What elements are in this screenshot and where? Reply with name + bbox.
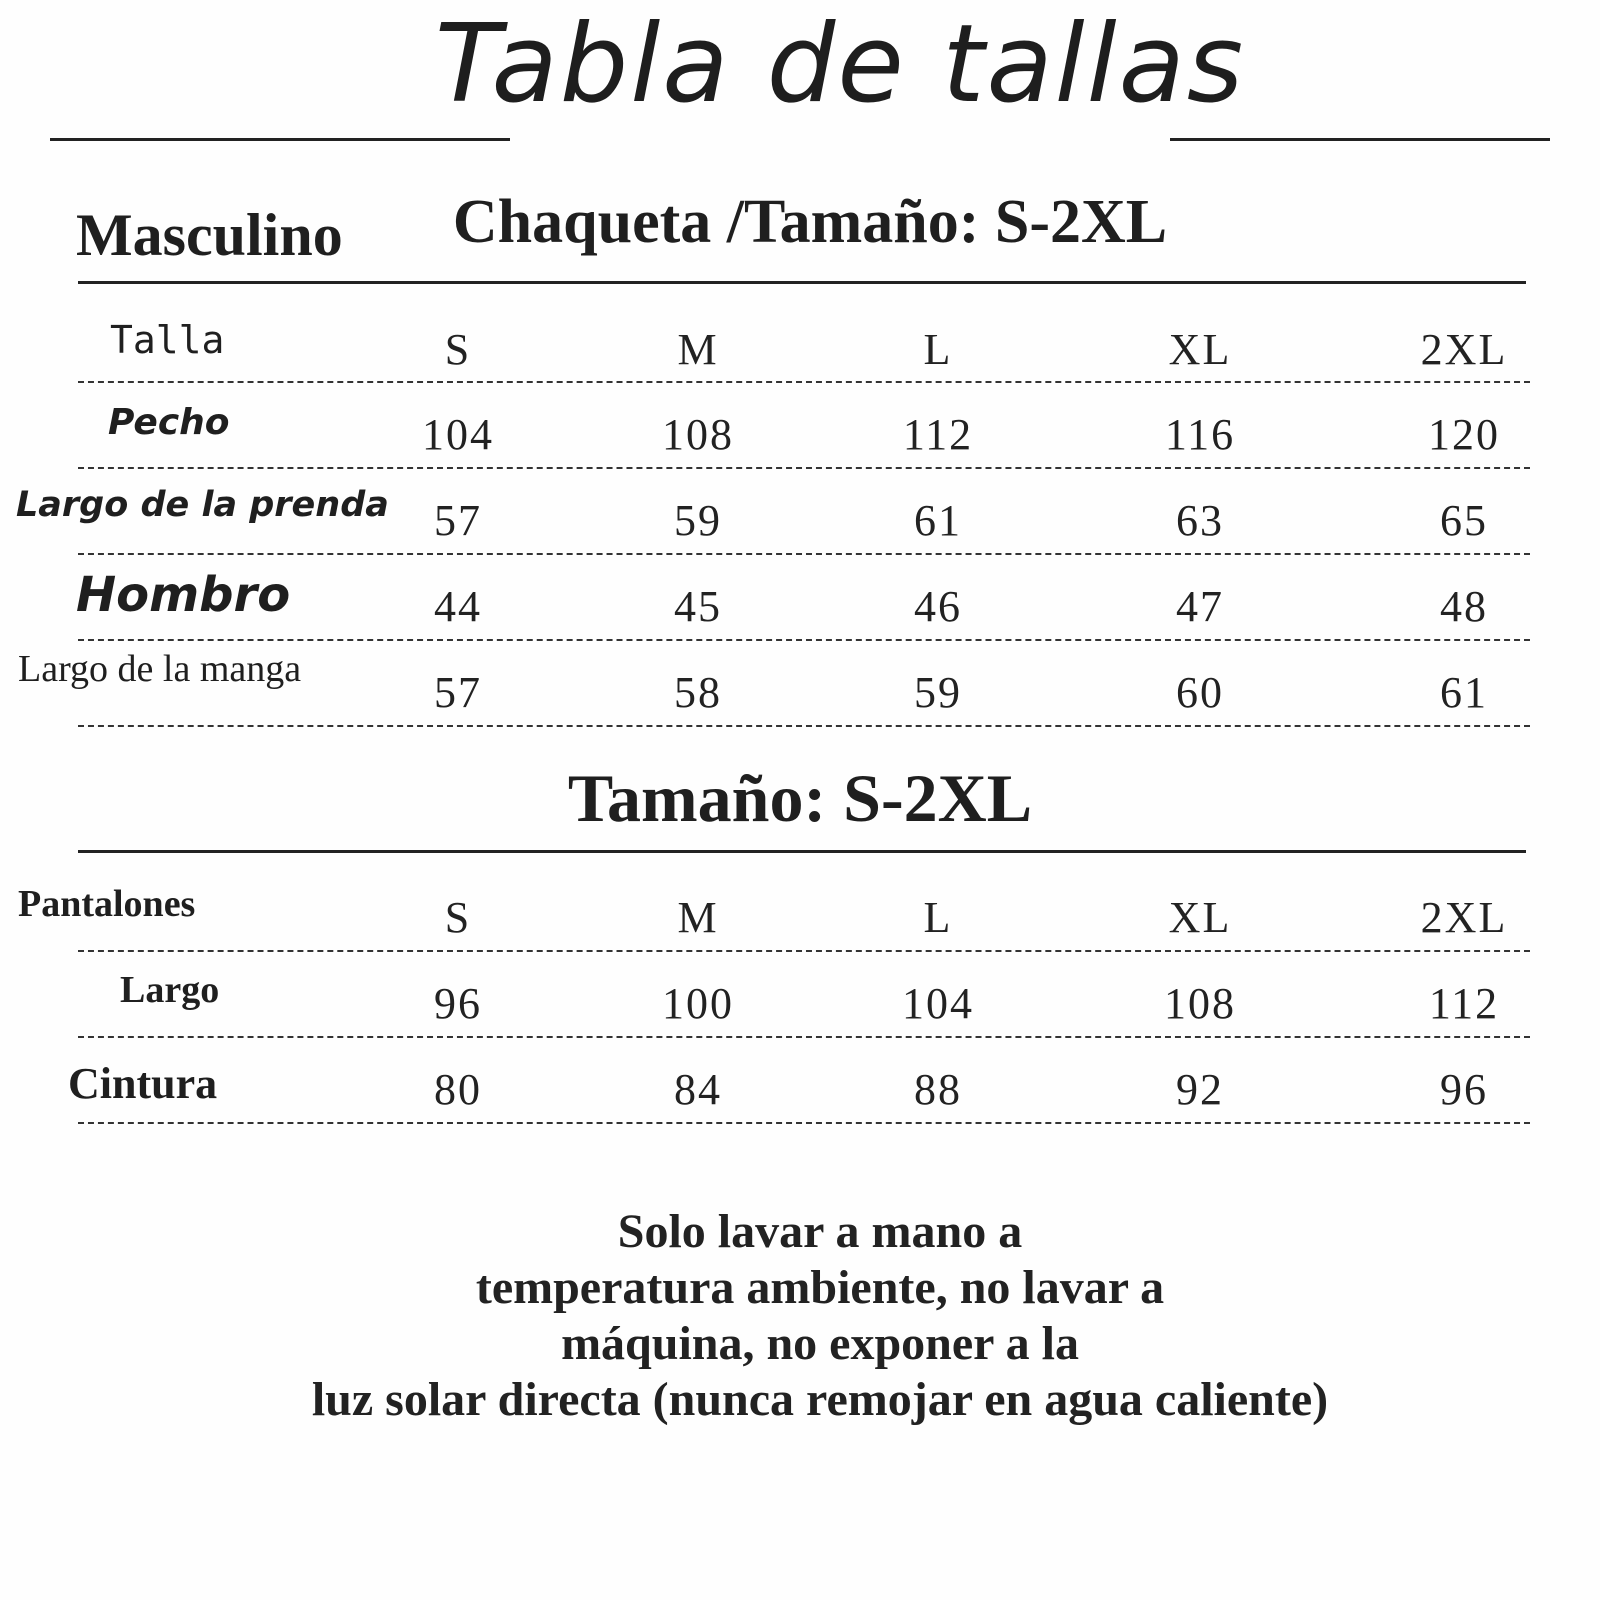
table-cell: 112 [1428,979,1500,1028]
size-header-label: Talla [110,318,225,362]
size-header-cell: L [923,325,953,374]
table-cell: 45 [674,582,722,631]
size-header-cell: XL [1168,893,1232,942]
table-cell: 59 [914,668,962,717]
table-cell: 61 [1440,668,1488,717]
size-header-cell: L [923,893,953,942]
table-row [0,1060,1600,1120]
table-cell: 58 [674,668,722,717]
row-label-sleeve-length: Largo de la manga [18,648,302,690]
size-header-cell: M [677,893,719,942]
table-cell: 96 [1440,1065,1488,1114]
row-label-chest: Pecho [108,402,230,443]
care-line: máquina, no exponer a la [561,1317,1079,1370]
table-row [0,648,1600,723]
title-underline-left [50,138,510,141]
row-label-waist: Cintura [68,1059,218,1108]
title-underline-right [1170,138,1550,141]
table-cell: 108 [1164,979,1236,1028]
table-cell: 112 [902,410,974,459]
table-cell: 96 [434,979,482,1028]
size-header-cell: 2XL [1420,893,1508,942]
table-row-divider [78,553,1530,555]
table-cell: 57 [434,496,482,545]
table-cell: 120 [1428,410,1500,459]
table-cell: 61 [914,496,962,545]
table-row-divider [78,1122,1530,1124]
table-cell: 57 [434,668,482,717]
table-cell: 60 [1176,668,1224,717]
table-cell: 44 [434,582,482,631]
table-row [0,969,1600,1034]
table-row [0,402,1600,465]
table-cell: 88 [914,1065,962,1114]
row-label-garment-length: Largo de la prenda [16,485,389,525]
table-cell: 116 [1164,410,1236,459]
pants-header-row [0,883,1600,948]
table-cell: 80 [434,1065,482,1114]
row-label-shoulder: Hombro [76,567,291,623]
size-header-cell: S [444,893,472,942]
size-header-cell: S [444,325,472,374]
care-line: luz solar directa (nunca remojar en agua caliente) [311,1373,1329,1426]
jacket-header-row [0,320,1600,380]
table-cell: 46 [914,582,962,631]
table-cell: 63 [1176,496,1224,545]
table-cell: 48 [1440,582,1488,631]
table-row [0,485,1600,551]
table-row-divider [78,725,1530,727]
table-row-divider [78,950,1530,952]
row-label-length: Largo [120,969,220,1011]
table-cell: 100 [662,979,734,1028]
size-header-cell: M [677,325,719,374]
size-header-cell: 2XL [1420,325,1508,374]
table-row-divider [78,467,1530,469]
table-cell: 92 [1176,1065,1224,1114]
care-line: temperatura ambiente, no lavar a [475,1261,1165,1314]
page-title: Tabla de tallas [434,2,1246,127]
care-line: Solo lavar a mano a [617,1205,1023,1258]
table-row [0,567,1600,637]
pants-header-label: Pantalones [18,883,196,925]
gender-label: Masculino [76,202,343,268]
table-cell: 65 [1440,496,1488,545]
jacket-section-title: Chaqueta /Tamaño: S-2XL [452,188,1168,256]
size-header-cell: XL [1168,325,1232,374]
pants-section-title: Tamaño: S-2XL [567,760,1033,836]
table-row-divider [78,381,1530,383]
jacket-section-divider [78,281,1526,284]
care-instructions [200,1204,1440,1428]
table-cell: 108 [662,410,734,459]
table-cell: 104 [902,979,974,1028]
table-cell: 59 [674,496,722,545]
pants-section-divider [78,850,1526,853]
table-cell: 104 [422,410,494,459]
table-row-divider [78,1036,1530,1038]
table-cell: 84 [674,1065,722,1114]
table-cell: 47 [1176,582,1224,631]
